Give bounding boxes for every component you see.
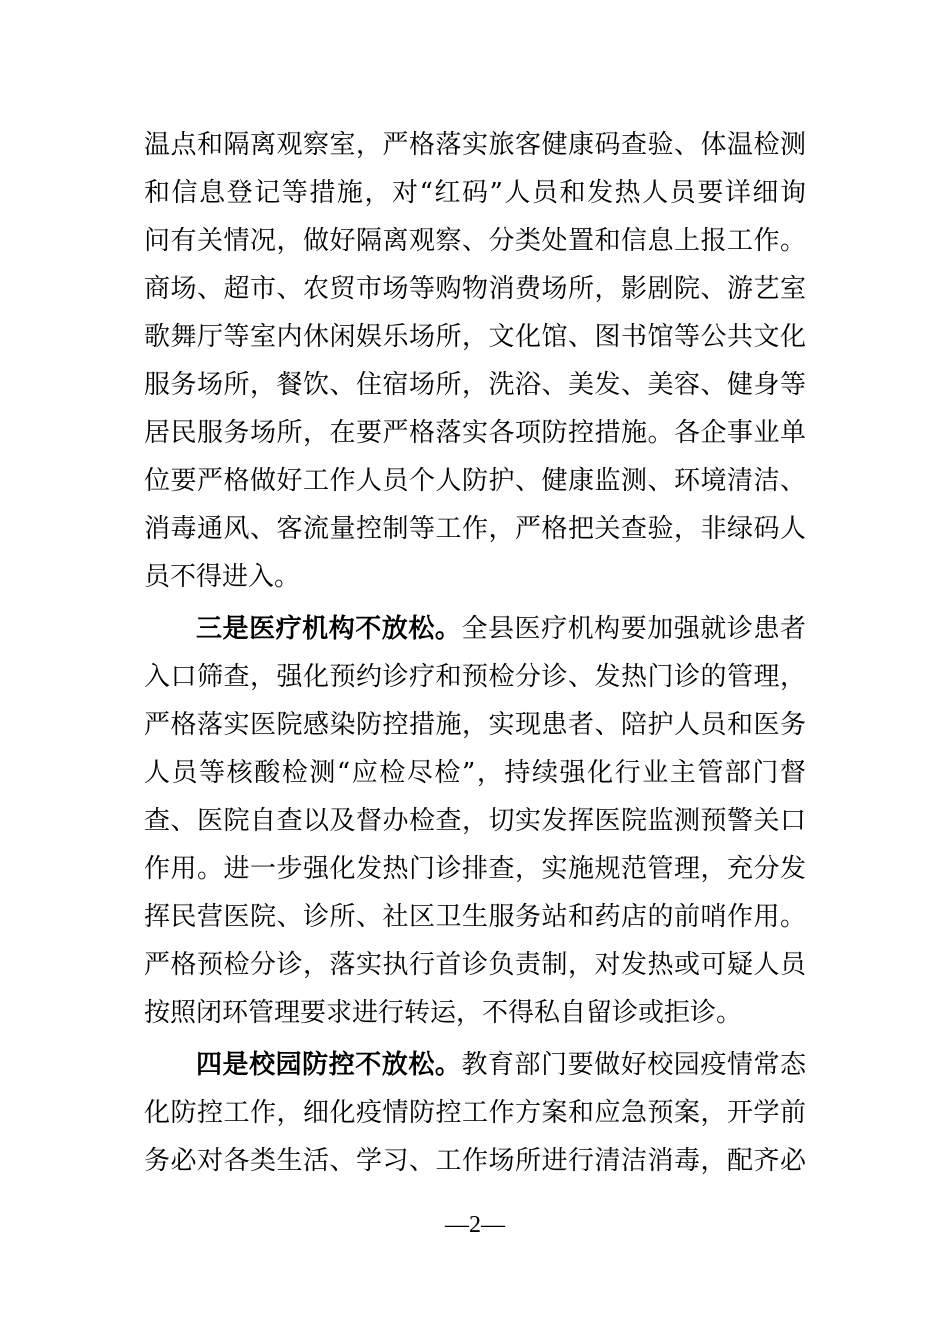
text-line: 歌舞厅等室内休闲娱乐场所，文化馆、图书馆等公共文化 xyxy=(144,322,806,352)
text-run: 教育部门要做好校园疫情常态 xyxy=(461,1050,806,1080)
text-line: 消毒通风、客流量控制等工作，严格把关查验，非绿码人 xyxy=(144,514,806,544)
text-line: 温点和隔离观察室，严格落实旅客健康码查验、体温检测 xyxy=(144,130,806,160)
text-line: 按照闭环管理要求进行转运，不得私自留诊或拒诊。 xyxy=(144,998,743,1028)
text-line: 问有关情况，做好隔离观察、分类处置和信息上报工作。 xyxy=(144,226,806,256)
paragraph-campus-control xyxy=(144,1041,806,1185)
text-line: 挥民营医院、诊所、社区卫生服务站和药店的前哨作用。 xyxy=(144,902,806,932)
text-run: 全县医疗机构要加强就诊患者 xyxy=(461,614,806,644)
text-line: 查、医院自查以及督办检查，切实发挥医院监测预警关口 xyxy=(144,806,806,836)
paragraph-first-line xyxy=(144,1041,806,1089)
paragraph-first-line xyxy=(144,605,806,653)
text-line: 员不得进入。 xyxy=(144,562,301,592)
text-line: 作用。进一步强化发热门诊排查，实施规范管理，充分发 xyxy=(144,854,806,884)
text-line: 人员等核酸检测“应检尽检”，持续强化行业主管部门督 xyxy=(144,758,806,788)
page-number: —2— xyxy=(445,1212,505,1238)
text-line: 和信息登记等措施，对“红码”人员和发热人员要详细询 xyxy=(144,178,806,208)
section-heading: 四是校园防控不放松。 xyxy=(196,1050,462,1080)
section-heading: 三是医疗机构不放松。 xyxy=(196,614,462,644)
text-line: 严格落实医院感染防控措施，实现患者、陪护人员和医务 xyxy=(144,710,806,740)
paragraph-transport-venues xyxy=(144,121,806,601)
text-line: 入口筛查，强化预约诊疗和预检分诊、发热门诊的管理， xyxy=(144,662,806,692)
paragraph-medical-institutions xyxy=(144,605,806,1037)
text-line: 居民服务场所，在要严格落实各项防控措施。各企事业单 xyxy=(144,418,806,448)
text-line: 商场、超市、农贸市场等购物消费场所，影剧院、游艺室 xyxy=(144,274,806,304)
text-line: 化防控工作，细化疫情防控工作方案和应急预案，开学前 xyxy=(144,1098,806,1128)
text-line: 严格预检分诊，落实执行首诊负责制，对发热或可疑人员 xyxy=(144,950,806,980)
document-body xyxy=(144,121,806,1185)
text-line: 务必对各类生活、学习、工作场所进行清洁消毒，配齐必 xyxy=(144,1146,806,1176)
text-line: 服务场所，餐饮、住宿场所，洗浴、美发、美容、健身等 xyxy=(144,370,806,400)
text-line: 位要严格做好工作人员个人防护、健康监测、环境清洁、 xyxy=(144,466,806,496)
